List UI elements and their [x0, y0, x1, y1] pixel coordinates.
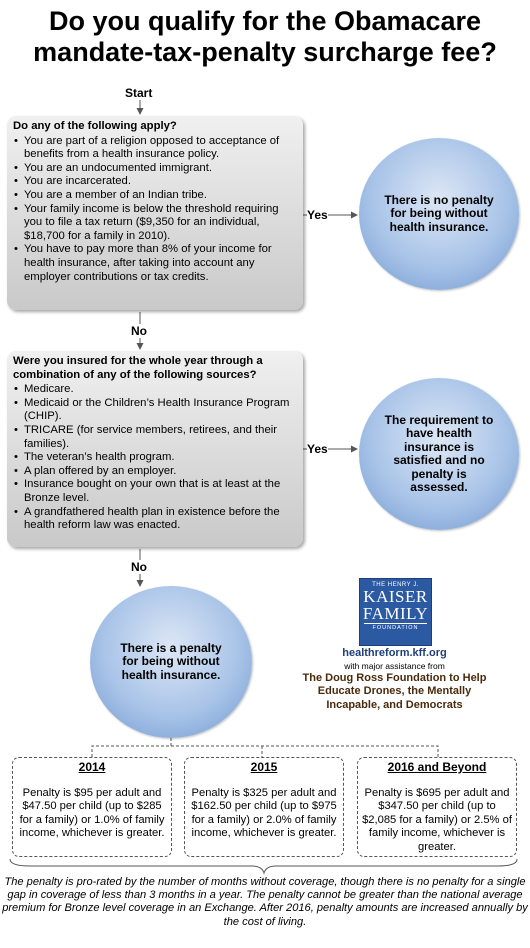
penalty-outcome [90, 586, 252, 738]
outcome-2-text: The requirement to have health insurance is satisfied and no penalty is assessed. [384, 412, 494, 494]
list-item: • You have to pay more than 8% of your income for health insurance, after taking into account any employer contributions or tax credits. [24, 243, 297, 284]
list-item: • You are an undocumented immigrant. [24, 162, 297, 176]
penalty-2015-box [184, 757, 344, 857]
outcome-1-text: There is no penalty for being without health insurance. [384, 192, 494, 234]
penalty-2016-box [357, 757, 517, 857]
q2-no-label: No [131, 560, 147, 574]
outcome-3-text: There is a penalty for being without health insurance. [120, 640, 222, 682]
assist-text: with major assistance from [344, 661, 445, 671]
penalty-2014-box [12, 757, 172, 857]
question-box-2 [7, 351, 303, 547]
list-item: • You are a member of an Indian tribe. [24, 189, 297, 203]
list-item: • Insurance bought on your own that is at least at the Bronze level. [24, 478, 297, 505]
year-heading: 2014 [78, 760, 106, 774]
list-item: • Medicare. [24, 383, 297, 397]
ross-foundation-text: The Doug Ross Foundation to Help Educate Drones, the Mentally Incapable, and Democrats [302, 672, 487, 711]
question-1-list [13, 135, 297, 285]
year-heading: 2016 and Beyond [387, 760, 487, 774]
question-1-heading: Do any of the following apply? [13, 120, 177, 132]
years-top-brace [92, 746, 438, 757]
q1-yes-label: Yes [307, 208, 328, 222]
requirement-satisfied-outcome [359, 378, 519, 530]
list-item: • A grandfathered health plan in existence before the health reform law was enacted. [24, 506, 297, 533]
list-item: • You are incarcerated. [24, 175, 297, 189]
question-2-list [13, 383, 297, 533]
page-title: Do you qualify for the Obamacare mandate-tax-penalty surcharge fee? [33, 6, 497, 67]
list-item: • Medicaid or the Children’s Health Insurance Program (CHIP). [24, 397, 297, 424]
start-label: Start [125, 86, 153, 100]
list-item: • TRICARE (for service members, retirees, and their families). [24, 424, 297, 451]
list-item: • Your family income is below the threshold requiring you to file a tax return ($9,350 for an individual, $18,700 for a family in 2010). [24, 203, 297, 244]
list-item: • A plan offered by an employer. [24, 465, 297, 479]
list-item: • The veteran’s health program. [24, 451, 297, 465]
no-penalty-outcome [359, 138, 519, 290]
year-heading: 2015 [250, 760, 278, 774]
q1-no-label: No [131, 324, 147, 338]
source-url: healthreform.kff.org [342, 647, 447, 659]
penalty-text: Penalty is $695 per adult and $347.50 per child (up to $2,085 for a family) or 2.5% of family income, whichever is greater. [362, 786, 512, 853]
penalty-text: Penalty is $95 per adult and $47.50 per child (up to $285 for a family) or 1.0% of family income, whichever is greater. [19, 786, 165, 840]
penalty-text: Penalty is $325 per adult and $162.50 per child (up to $975 for a family) or 2.0% of family income, whichever is greater. [191, 786, 337, 840]
footer-brace [10, 859, 517, 873]
list-item: • You are part of a religion opposed to acceptance of benefits from a health insurance policy. [24, 135, 297, 162]
question-box-1 [7, 116, 303, 310]
q2-yes-label: Yes [307, 442, 328, 456]
question-2-heading: Were you insured for the whole year through a combination of any of the following sources? [13, 355, 263, 381]
footer-note: The penalty is pro-rated by the number of months without coverage, though there is no penalty for a single gap in coverage of less than 3 months in a year. The penalty cannot be greater than the national average premium for Bronze level coverage in an Exchange. After 2016, penalty amounts are increased annually by the cost of living. [2, 876, 528, 928]
kaiser-family-foundation-logo: THE HENRY J. KAISER FAMILY FOUNDATION [359, 578, 432, 646]
